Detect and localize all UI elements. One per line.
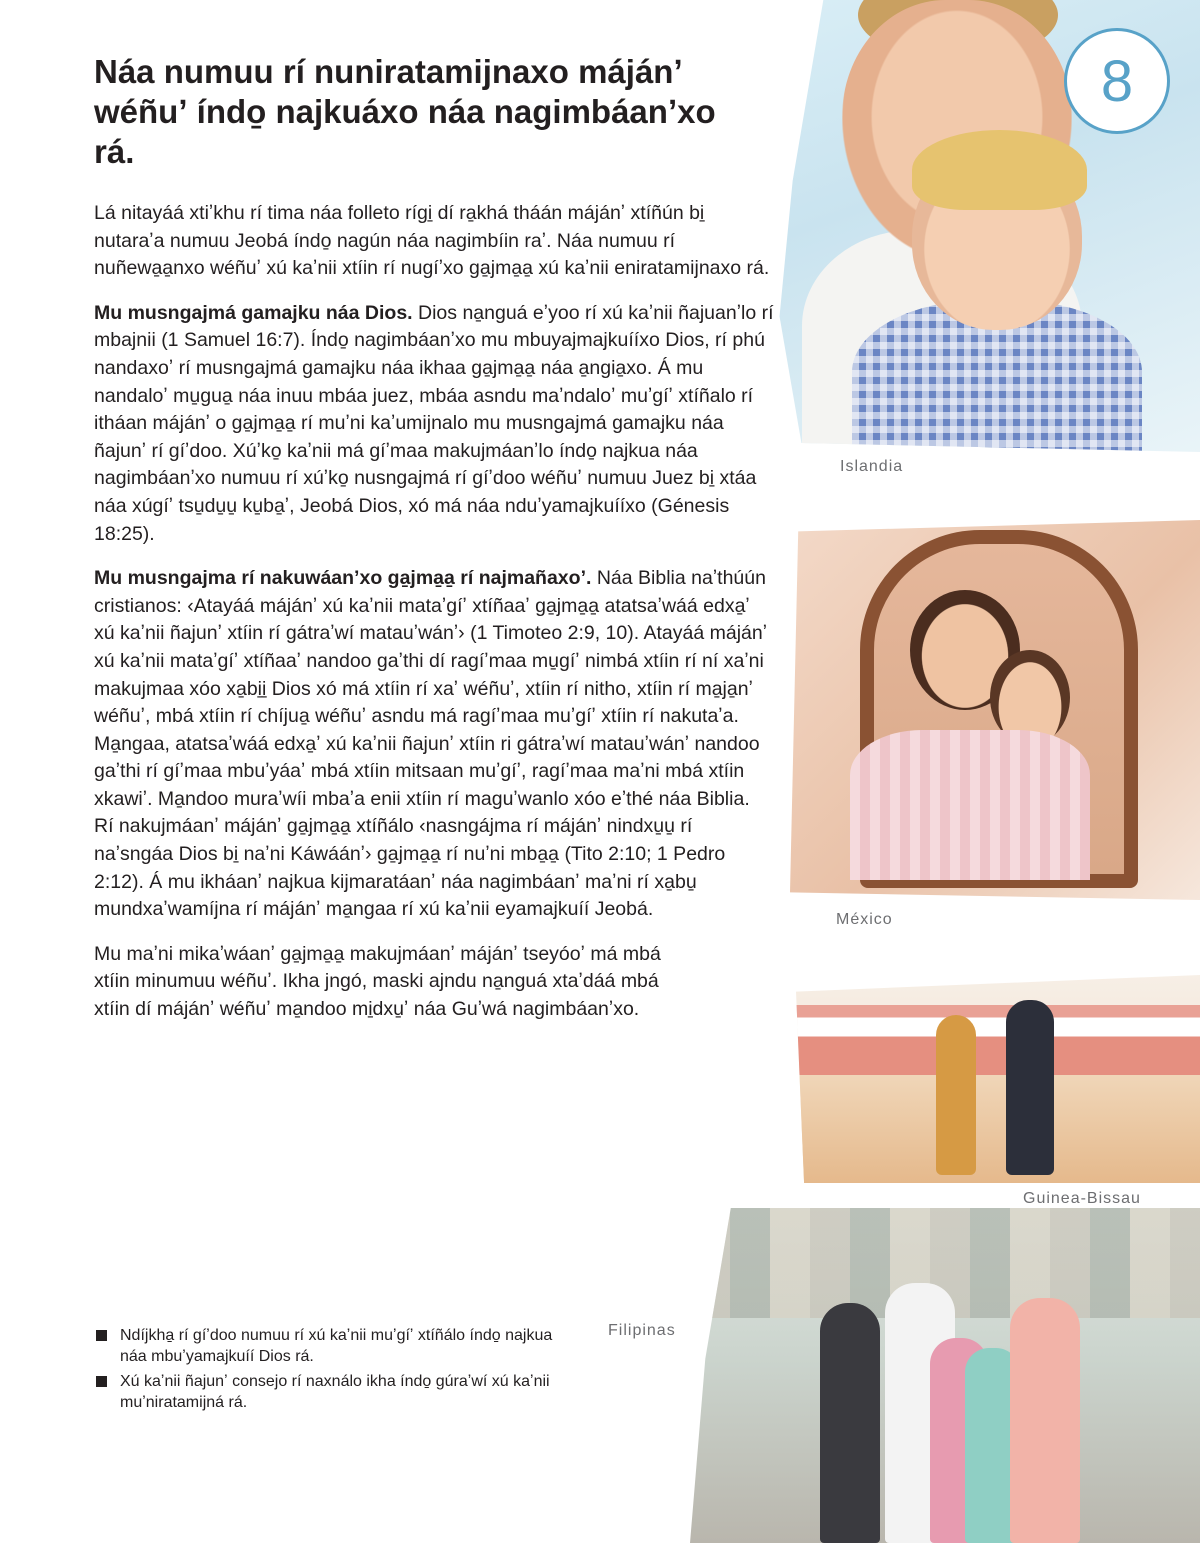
article-body — [94, 200, 774, 1041]
paragraph — [94, 300, 774, 548]
photo-shape — [912, 130, 1087, 210]
paragraph — [94, 200, 774, 283]
photo-shape — [850, 730, 1090, 880]
photo-shape — [796, 1005, 1200, 1075]
paragraph-text: Dios na̱nguá eʼyoo rí xú kaʼnii ñajuanʼlo rí mbajnii (1 Samuel 16:7). Índo̱ nagimbáanʼxo mu mbuyajmajkuííxo Dios, rí phú nandaxoʼ rí musngajmá gamajku náa ikhaa ga̱jma̱a̱ náa a̱ngia̱xo. Á mu nandaloʼ mu̱gua̱ náa inuu mbáa juez, mbáa asndu maʼndaloʼ muʼgíʼ xtíñalo rí itháan májánʼ o ga̱jma̱a̱ rí muʼni kaʼumijnalo mu musngajmá gamajku náa ñajunʼ rí gíʼdoo. Xúʼko̱ kaʼnii má gíʼmaa makujmáanʼlo índo̱ najkua náa nagimbáanʼxo numuu rí xúʼko̱ nusngajmá rí gíʼdoo wéñuʼ numuu Juez bi̱ xtáa náa xúgíʼ tsu̱du̱u̱ ku̱ba̱ʼ, Jeobá Dios, xó má náa nduʼyamajkuííxo (Génesis 18:25). — [94, 301, 774, 545]
caption-islandia: Islandia — [840, 458, 904, 475]
paragraph-text: Náa Biblia naʼthúún cristianos: ‹Atayáá májánʼ xú kaʼnii mataʼgíʼ xtíñaaʼ ga̱jma̱a̱ atatsaʼwáá edxa̱ʼ xú kaʼnii ñajunʼ xtíin rí gátraʼwí matauʼwánʼ› (1 Timoteo 2:9, 10). Atayáá májánʼ xú kaʼnii mataʼgíʼ xtíñaaʼ nandoo gaʼthi dí ragíʼmaa mu̱gíʼ nimbá xtíin rí ní xaʼni makujmaa xóo xa̱bi̱i̱ Dios xó má xtíin rí xaʼ wéñuʼ, xtíin rí nitho, xtíin rí ma̱ja̱nʼ wéñuʼ, mbá xtíin rí chíjua̱ wéñuʼ asndu má ragíʼmaa muʼgíʼ xtíin rí nakutaʼa. Ma̱ngaa, atatsaʼwáá edxa̱ʼ xú kaʼnii ñajunʼ xtíin ri gátraʼwí matauʼwánʼ nandoo gaʼthi rí gíʼmaa mbuʼyáaʼ mbá xtíin mitsaan muʼgíʼ, ragíʼmaa maʼni mbá xtíin xkawiʼ. Ma̱ndoo muraʼwíi mbaʼa enii xtíin rí maguʼwanlo xóo eʼthé náa Biblia. Rí nakujmáanʼ májánʼ ga̱jma̱a̱ xtíñálo ‹nasngájma rí májánʼ nindxu̱u̱ rí naʼsngáa Dios bi̱ naʼni Káwáánʼ› ga̱jma̱a̱ rí nuʼni mba̱a̱ (Tito 2:10; 1 Pedro 2:12). Á mu ikháanʼ najkua kijmaratáanʼ náa nagimbáanʼ maʼni rí xa̱bu̱ mundxaʼwamíjna rí májánʼ ma̱ngaa rí xú kaʼnii eyamajkuíí Jeobá. — [94, 567, 768, 921]
paragraph-lead: Mu musngajmá gamajku náa Dios. — [94, 301, 413, 324]
paragraph — [94, 941, 694, 1024]
photo-shape — [1010, 1298, 1080, 1543]
photo-mother-and-daughters-mirror — [790, 520, 1200, 900]
review-questions — [96, 1325, 566, 1417]
photo-shape — [796, 1075, 1200, 1183]
bullet-square-icon — [96, 1376, 107, 1387]
question-text: Ndíjkha̱ rí gíʼdoo numuu rí xú kaʼnii muʼgíʼ xtíñálo índo̱ najkua náa mbuʼyamajkuíí Dios rá. — [120, 1327, 553, 1365]
chapter-number-badge: 8 — [1064, 28, 1170, 134]
photo-shape — [1006, 1000, 1054, 1175]
page-title: Náa numuu rí nuniratamijnaxo májánʼ wéñuʼ índo̱ najkuáxo náa nagimbáanʼxo rá. — [94, 53, 716, 170]
bullet-square-icon — [96, 1330, 107, 1341]
photo-shape — [936, 1015, 976, 1175]
paragraph-text: Mu maʼni mikaʼwáanʼ ga̱jma̱a̱ makujmáanʼ májánʼ tseyóoʼ má mbá xtíin minumuu wéñuʼ. Ikha jngó, maski ajndu na̱nguá xtaʼdáá mbá xtíin dí májánʼ wéñuʼ ma̱ndoo mi̱dxu̱ʼ náa Guʼwá nagimbáanʼxo. — [94, 942, 661, 1021]
paragraph-lead: Mu musngajma rí nakuwáanʼxo ga̱jma̱a̱ rí najmañaxoʼ. — [94, 567, 592, 590]
paragraph-text: Lá nitayáá xtiʼkhu rí tima náa folleto rígi̱ dí ra̱khá tháán májánʼ xtíñún bi̱ nutaraʼa numuu Jeobá índo̱ nagún náa nagimbíin raʼ. Náa numuu rí nuñewa̱a̱nxo wéñuʼ xú kaʼnii xtíin rí nugíʼxo ga̱jma̱a̱ xú kaʼnii eniratamijnaxo rá. — [94, 202, 770, 280]
question-item — [96, 1325, 566, 1367]
caption-mexico: México — [836, 911, 893, 928]
photo-couple-walking — [796, 975, 1200, 1183]
caption-filipinas: Filipinas — [608, 1322, 676, 1339]
caption-guinea-bissau: Guinea-Bissau — [1023, 1190, 1141, 1207]
question-text: Xú kaʼnii ñajunʼ consejo rí naxnálo ikha índo̱ gúraʼwí xú kaʼnii muʼniratamijná rá. — [120, 1373, 550, 1411]
paragraph — [94, 565, 774, 924]
photo-family-walking — [690, 1208, 1200, 1543]
photo-shape — [820, 1303, 880, 1543]
question-item — [96, 1371, 566, 1413]
